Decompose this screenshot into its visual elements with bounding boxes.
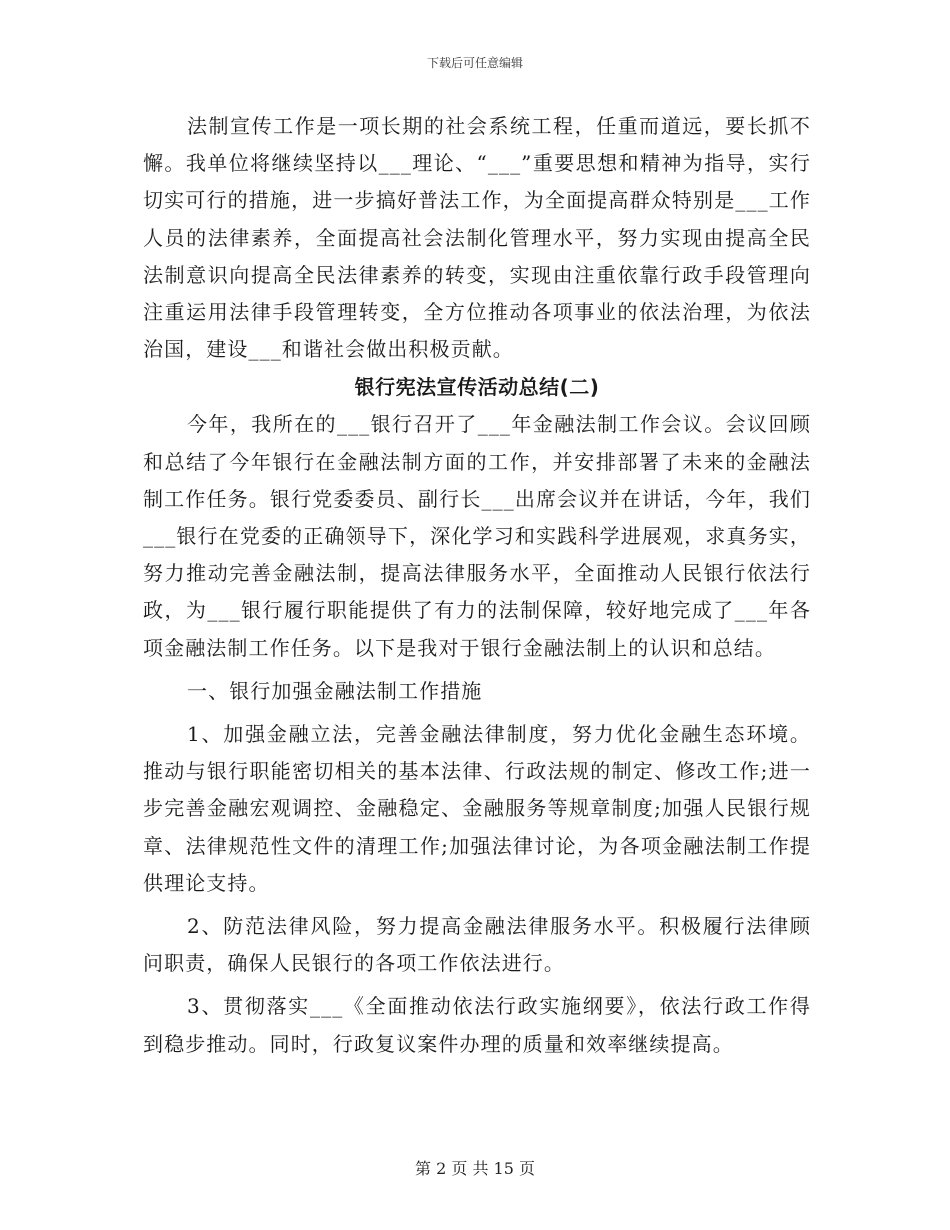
page-footer-number: 第 2 页 共 15 页 [415,1159,535,1178]
document-body [143,108,811,1063]
section-heading-measures: 一、银行加强金融法制工作措施 [187,678,483,703]
list-item-3: 3、贯彻落实___《全面推动依法行政实施纲要》，依法行政工作得到稳步推动。同时，行政复议案件办理的质量和效率继续提高。 [143,994,811,1056]
page-header-note: 下载后可任意编辑 [426,56,523,70]
list-item-2: 2、防范法律风险，努力提高金融法律服务水平。积极履行法律顾问职责，确保人民银行的各项工作依法进行。 [143,914,811,976]
paragraph-summary: 今年，我所在的___银行召开了___年金融法制工作会议。会议回顾和总结了今年银行在金融法制方面的工作，并安排部署了未来的金融法制工作任务。银行党委委员、副行长___出席会议并在讲话，今年，我们___银行在党委的正确领导下，深化学习和实践科学进展观，求真务实，努力推动完善金融法制，提高法律服务水平，全面推动人民银行依法行政，为___银行履行职能提供了有力的法制保障，较好地完成了___年各项金融法制工作任务。以下是我对于银行金融法制上的认识和总结。 [143,412,811,660]
list-item-1: 1、加强金融立法，完善金融法律制度，努力优化金融生态环境。推动与银行职能密切相关的基本法律、行政法规的制定、修改工作;进一步完善金融宏观调控、金融稳定、金融服务等规章制度;加强人民银行规章、法律规范性文件的清理工作;加强法律讨论，为各项金融法制工作提供理论支持。 [143,722,811,895]
paragraph-intro: 法制宣传工作是一项长期的社会系统工程，任重而道远，要长抓不懈。我单位将继续坚持以___理论、“___”重要思想和精神为指导，实行切实可行的措施，进一步搞好普法工作，为全面提高群众特别是___工作人员的法律素养，全面提高社会法制化管理水平，努力实现由提高全民法制意识向提高全民法律素养的转变，实现由注重依靠行政手段管理向注重运用法律手段管理转变，全方位推动各项事业的依法治理，为依法治国，建设___和谐社会做出积极贡献。 [143,114,811,362]
section-title: 银行宪法宣传活动总结(二) [354,375,600,400]
